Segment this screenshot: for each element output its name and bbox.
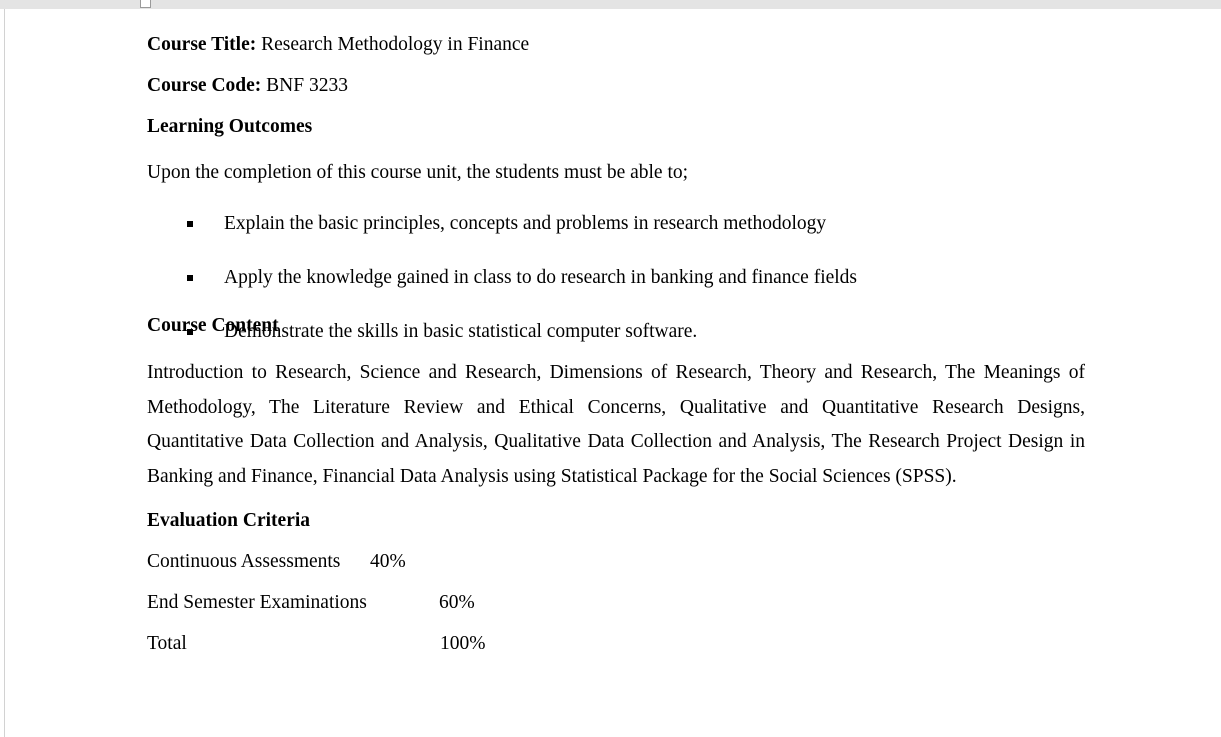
learning-outcomes-intro: Upon the completion of this course unit, the students must be able to; — [147, 162, 689, 183]
course-code-label: Course Code: — [147, 75, 262, 96]
course-code-line — [147, 76, 348, 96]
course-content-body: Introduction to Research, Science and Research, Dimensions of Research, Theory and Research, The Meanings of Methodology, The Literature Review and Ethical Concerns, Qualitative and Quantitative Research Designs, Quantitative Data Collection and Analysis, Qualitative Data Collection and Analysis, The Research Project Design in Banking and Finance, Financial Data Analysis using Statistical Package for the Social Sciences (SPSS). — [147, 362, 1085, 487]
evaluation-value: 60% — [439, 592, 475, 613]
table-row — [147, 634, 647, 675]
document-page — [4, 9, 1221, 737]
list-item — [147, 214, 1085, 234]
course-title-text: Research Methodology in Finance — [261, 34, 530, 55]
margin-indent-marker[interactable] — [140, 0, 151, 8]
list-item-text: Demonstrate the skills in basic statistical computer software. — [224, 321, 698, 342]
square-bullet-icon — [187, 275, 193, 281]
evaluation-criteria-heading: Evaluation Criteria — [147, 510, 311, 531]
table-row — [147, 593, 647, 634]
list-item-text: Apply the knowledge gained in class to do research in banking and finance fields — [224, 267, 858, 288]
evaluation-label: Continuous Assessments — [147, 551, 341, 572]
evaluation-criteria-table — [147, 552, 647, 675]
evaluation-label: Total — [147, 633, 187, 654]
learning-outcomes-list — [147, 214, 1085, 342]
list-item-text: Explain the basic principles, concepts and problems in research methodology — [224, 213, 827, 234]
list-item — [147, 268, 1085, 288]
evaluation-value: 100% — [440, 633, 486, 654]
square-bullet-icon — [187, 221, 193, 227]
course-code-value: BNF 3233 — [266, 75, 348, 96]
list-item — [147, 322, 1085, 342]
evaluation-label: End Semester Examinations — [147, 592, 367, 613]
document-chrome-band — [0, 0, 1221, 9]
course-content-heading: Course Content — [147, 315, 279, 336]
learning-outcomes-heading: Learning Outcomes — [147, 116, 313, 137]
course-title-line — [147, 35, 529, 55]
course-title-label: Course Title: — [147, 34, 257, 55]
evaluation-value: 40% — [370, 551, 406, 572]
table-row — [147, 552, 647, 593]
